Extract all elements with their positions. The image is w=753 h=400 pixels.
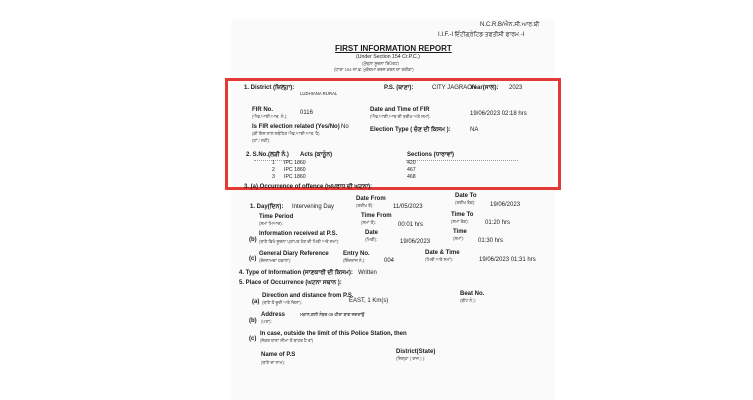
year-label: Year(ਸਾਲ): [470,85,499,91]
ps-label: P.S. (ਥਾਣਾ): [384,85,414,91]
address-label: Address [261,312,286,318]
fir-no-label: FIR No. [252,107,273,113]
beat-no-label: Beat No. [460,291,485,297]
gd-entry-punjabi: (ਇੰਦਰਾਜ ਨੰ.): [343,258,366,263]
date-to-value: 19/06/2023 [490,202,521,208]
date-to-punjabi: (ਤਰੀਖ ਤੱਕ): [455,200,476,205]
time-period-punjabi: (ਸਮਾਂ ਮਿਆਦ): [259,221,283,226]
election-type-label: Election Type ( ਚੋਣ ਦੀ ਕਿਸਮ ): [370,127,451,133]
time-from-label: Time From [361,213,392,219]
fir-datetime-label: Date and Time of FIR [370,107,430,113]
acts-row-1-section: 420 [407,160,416,166]
info-received-punjabi: (ਥਾਣੇ ਵਿਖੇ ਸੂਚਨਾ ਪ੍ਰਾਪਤ ਹੋਣ ਦੀ ਮਿਤੀ ਅਤੇ ਸਮਾਂ): [259,239,340,244]
outside-limit-punjabi: (ਜੇਕਰ ਥਾਣਾ ਸੀਮਾ ਤੋਂ ਬਾਹਰ ਹੈ ਤਾਂ) [260,338,314,343]
date-from-punjabi: (ਤਰੀਖ ਤੋਂ): [356,203,374,208]
occurrence-heading: 3. (a) Occurrence of offence (ਅਪਰਾਧ ਦੀ ਘਟਨਾ): [244,184,373,190]
acts-row-3-section: 468 [407,174,416,180]
outside-limit-label: In case, outside the limit of this Police Station, then [260,331,407,337]
info-received-label: Information received at P.S. [259,231,338,237]
address-value: ਮਕਾਨ,ਗਲੀ ਨੰਬਰ 09 ਹੀਰਾ ਬਾਗ ਜਗਰਾਉਂ [300,312,365,317]
direction-value: EAST, 1 Km(s) [349,298,389,304]
election-related-punjabi-yesno: (ਹਾਂ / ਨਹੀਂ): [252,138,271,143]
acts-row-2-sno: 2 [272,167,275,173]
time-from-punjabi: (ਸਮਾਂ ਤੋਂ): [361,220,376,225]
election-related-punjabi: (ਕੀ ਇਸ ਨਾਲ ਸਬੰਧਿਤ ਐਫ.ਆਈ.ਆਰ. ਹੈ) [252,131,320,136]
iif-line: I.I.F.-I ਇੰਟੀਗ੍ਰੇਟਿਡ ਤਫਤੀਸ਼ੀ ਫਾਰਮ -I [438,32,525,38]
sections-header: Sections (ਧਾਰਾਵਾਂ) [407,152,455,158]
info-time-value: 01:30 hrs [478,238,504,244]
acts-header: Acts (ਕਾਨੂੰਨ) [300,152,333,158]
place-heading: 5. Place of Occurrence (ਘਟਨਾ ਸਥਾਨ ): [239,280,342,286]
date-from-value: 11/05/2023 [393,204,423,210]
day-label: 1. Day(ਦਿਨ): [250,204,284,210]
info-date-value: 19/06/2023 [400,239,431,245]
acts-row-3-sno: 3 [272,174,275,180]
acts-row-3-act: IPC 1860 [284,174,306,180]
info-time-label: Time [453,229,467,235]
ncrb-line: N.C.R.B/ਐਨ.ਸੀ.ਆਰ.ਬੀ [480,22,540,28]
acts-row-1-act: IPC 1860 [284,160,306,166]
day-value: Intervening Day [292,204,335,210]
document-title: FIRST INFORMATION REPORT [335,44,452,53]
district-state-punjabi: (ਜ਼ਿਲ੍ਹਾ ( ਰਾਜ ) ): [396,356,426,361]
date-to-label: Date To [455,193,477,199]
time-from-value: 00:01 hrs [398,222,424,228]
gd-datetime-punjabi: (ਮਿਤੀ ਅਤੇ ਸਮਾਂ): [425,257,454,262]
date-from-label: Date From [356,196,386,202]
fir-datetime-value: 19/06/2023 02:18 hrs [470,111,527,117]
header-divider [406,160,518,161]
district-label: 1. District (ਜ਼ਿਲ੍ਹਾ): [244,85,295,91]
info-time-punjabi: (ਸਮਾਂ): [453,236,464,241]
election-type-value: NA [470,127,479,133]
acts-row-1-sno: 1 [272,160,275,166]
district-value: LUDHIANA RURAL [300,91,338,96]
info-date-punjabi: (ਮਿਤੀ): [365,237,378,242]
outside-marker: (c) [249,336,257,342]
time-to-label: Time To [451,212,474,218]
subtitle: (Under Section 154 Cr.P.C.) [356,54,420,60]
name-ps-label: Name of P.S [261,352,296,358]
beat-no-punjabi: (ਬੀਟ ਨੰ.): [460,298,476,303]
info-date-label: Date [365,230,379,236]
address-marker: (b) [249,318,257,324]
gd-datetime-label: Date & Time [425,250,460,256]
ps-value: CITY JAGRAON [432,85,477,91]
info-received-marker: (b) [249,237,257,243]
info-type-label: 4. Type of Information (ਜਾਣਕਾਰੀ ਦੀ ਕਿਸਮ): [239,270,353,276]
direction-punjabi: (ਥਾਣੇ ਤੋਂ ਦੂਰੀ ਅਤੇ ਦਿਸ਼ਾ): [262,300,302,305]
fir-no-value: 0116 [300,110,313,116]
acts-row-2-section: 467 [407,167,416,173]
info-type-value: Written [358,270,377,276]
gd-label: General Diary Reference [259,251,329,257]
acts-row-2-act: IPC 1860 [284,167,306,173]
gd-marker: (c) [249,256,257,262]
direction-label: Direction and distance from P.S. [262,293,354,299]
district-state-label: District(State) [396,349,436,355]
fir-no-punjabi: (ਐਫ.ਆਈ.ਆਰ. ਨੰ.): [252,114,288,119]
gd-punjabi: (ਰੋਜ਼ਨਾਮਚਾ ਹਵਾਲਾ): [259,258,292,263]
time-to-value: 01:20 hrs [485,220,511,226]
gd-datetime-value: 19/06/2023 01:31 hrs [479,257,536,263]
gd-entry-value: 004 [384,258,395,264]
subtitle-punjabi-section: (ਧਾਰਾ 154 ਜ਼ਾ.ਫ. ਮੁਕੱਦਮਾ ਦਰਜ ਕਰਨ ਦਾ ਤਰੀਕਾ) [334,67,414,72]
acts-sno-header: 2. S.No.(ਲੜੀ ਨੰ.) [246,152,289,158]
election-related-label: Is FIR election related (Yes/No) [252,124,340,130]
year-value: 2023 [509,85,523,91]
name-ps-punjabi: (ਥਾਣੇ ਦਾ ਨਾਮ): [261,360,286,365]
gd-entry-label: Entry No. [343,251,370,257]
fir-datetime-punjabi: (ਐਫ.ਆਈ.ਆਰ ਦੀ ਤਰੀਖ ਅਤੇ ਸਮਾਂ): [370,114,431,119]
time-period-label: Time Period [259,214,294,220]
time-to-punjabi: (ਸਮਾਂ ਤੱਕ): [451,219,469,224]
subtitle-punjabi: (ਮੁੱਢਲਾ ਸੂਚਨਾ ਰਿਪੋਰਟ) [362,61,399,66]
election-related-value: No [341,124,349,130]
address-punjabi: (ਪਤਾ): [261,319,272,324]
direction-marker: (a) [252,299,260,305]
